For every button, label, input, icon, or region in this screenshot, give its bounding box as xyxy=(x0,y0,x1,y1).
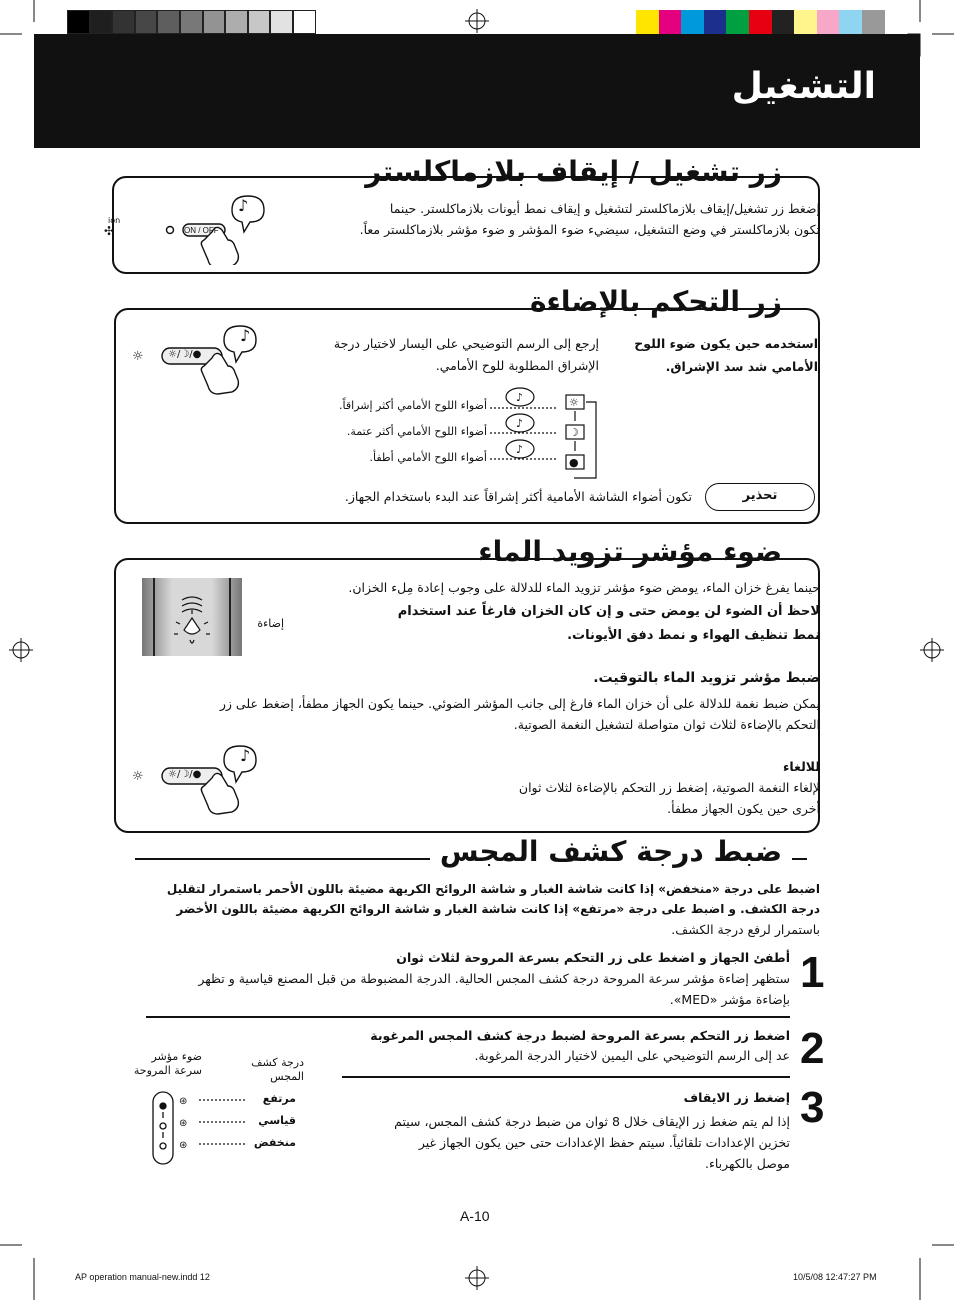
water-note-line2: نمط تنظيف الهواء و نمط دفق الأيونات. xyxy=(567,628,820,643)
beep-note-icon: ♪ xyxy=(238,196,249,215)
ion-label: ion xyxy=(108,216,121,225)
svg-text:♪: ♪ xyxy=(516,417,524,430)
warning-label: تحذير xyxy=(705,483,815,511)
warning-text: تكون أضواء الشاشة الأمامية أكثر إشراقاً عند البدء باستخدام الجهاز. xyxy=(344,489,692,504)
page-number: A-10 xyxy=(460,1208,490,1224)
light-lead-line2: الأمامي شد سد الإشراق. xyxy=(665,359,818,374)
section-title-water: ضوء مؤشر تزويد الماء xyxy=(468,535,792,568)
beep-note-icon: ♪ xyxy=(240,746,251,765)
power-text-line1: إضغط زر تشغيل/إيقاف بلازماكلستر لتشغيل و إيقاف نمط أيونات بلازماكلستر. حينما xyxy=(389,201,820,216)
brightness-cycle-diagram xyxy=(490,385,600,480)
water-sub-line2: التحكم بالإضاءة لثلاث ثوان متواصلة لتشغيل النغمة الصوتية. xyxy=(513,717,820,732)
step-1-body-line2: بإضاءة مؤشر «MED». xyxy=(669,992,790,1007)
power-button-label: ON / OFF xyxy=(184,226,219,235)
light-button-illustration xyxy=(130,742,280,822)
step-2-title: اضغط زر التحكم بسرعة المروحة لضبط درجة كشف المجس المرغوبة xyxy=(370,1028,790,1043)
sensor-intro-line3: باستمرار لرفع درجة الكشف. xyxy=(671,922,820,937)
light-indicator-icon: ☼ xyxy=(132,349,144,364)
light-desc-line1: إرجع إلى الرسم التوضيحي على اليسار لاختيار درجة xyxy=(333,336,599,351)
sensor-intro-line2: درجة الكشف. و اضبط على درجة «مرتفع» إذا كانت شاشة الغبار و شاشة الروائح الكريهة مضيئة باللون الأخضر xyxy=(176,902,820,916)
section-title-power: زر تشغيل / إيقاف بلازماكلستر xyxy=(355,155,792,188)
svg-text:☽: ☽ xyxy=(569,426,579,439)
beep-note-icon: ♪ xyxy=(240,326,251,345)
svg-text:♪: ♪ xyxy=(516,391,524,404)
water-indicator-illustration xyxy=(142,578,242,656)
svg-text:⊛: ⊛ xyxy=(179,1140,188,1151)
water-note-line1: لاحظ أن الضوء لن يومض حتى و إن كان الخزان فارغاً عند استخدام xyxy=(397,604,820,619)
step-3-body-line2: تخزين الإعدادات تلقائياً. سيتم حفظ الإعدادات حتى حين يكون الجهاز غير xyxy=(418,1135,790,1150)
light-desc-line2: الإشراق المطلوبة للوح الأمامي. xyxy=(435,358,599,373)
footer-filename: AP operation manual-new.indd 12 xyxy=(75,1272,210,1282)
svg-text:☼: ☼ xyxy=(569,396,579,409)
step-number-1: 1 xyxy=(800,948,825,997)
power-text-line2: تكون بلازماكلستر في وضع التشغيل، سيضيء ضوء المؤشر و ضوء مؤشر بلازماكلستر معاً. xyxy=(359,222,820,237)
step-1-title: أطفئ الجهاز و اضغط على زر التحكم بسرعة المروحة لثلاث ثوان xyxy=(396,950,790,965)
water-intro: حينما يفرغ خزان الماء، يومض ضوء مؤشر تزويد الماء للدلالة على وجوب إعادة مِلء الخزان. xyxy=(348,580,820,595)
step-divider xyxy=(146,1016,790,1018)
water-subtitle: ضبط مؤشر تزويد الماء بالتوقيت. xyxy=(593,670,820,686)
diagram-col-detection-level: درجة كشف المجس xyxy=(251,1056,304,1083)
step-1-body-line1: ستظهر إضاءة مؤشر سرعة المروحة درجة كشف المجس الحالية. الدرجة المضبوطة من قبل المصنع قياسية و تظهر xyxy=(198,971,790,986)
light-lead-line1: استخدمه حين يكون ضوء اللوح xyxy=(634,336,818,351)
step-3-title: إضغط زر الايقاف xyxy=(683,1090,790,1105)
light-button-illustration xyxy=(130,322,280,402)
step-number-3: 3 xyxy=(800,1083,825,1132)
sensor-intro-line1: اضبط على درجة «منخفض» إذا كانت شاشة الغبار و شاشة الروائح الكريهة مضيئة باللون الأحمر باستمرار لتقليل xyxy=(166,882,820,896)
water-cancel-line1: لإلغاء النغمة الصوتية، إضغط زر التحكم بالإضاءة لثلاث ثوان xyxy=(518,780,820,795)
brightness-level-1: أضواء اللوح الأمامي أكثر إشراقاً. xyxy=(339,399,487,412)
light-indicator-icon: ☼ xyxy=(132,769,144,784)
level-low: منخفض xyxy=(253,1136,296,1149)
diagram-col-fan-speed-indicator: ضوء مؤشر سرعة المروحة xyxy=(133,1050,202,1077)
light-button-label: ☼/☽/● xyxy=(168,349,202,360)
svg-text:⊛: ⊛ xyxy=(179,1096,188,1107)
sensor-level-diagram xyxy=(145,1090,255,1170)
step-number-2: 2 xyxy=(800,1024,825,1073)
step-3-body-line3: موصل بالكهرباء. xyxy=(704,1156,790,1171)
page-title: التشغيل xyxy=(731,66,876,107)
step-3-body-line1: إذا لم يتم ضغط زر الإيقاف خلال 8 ثوان من ضبط درجة كشف المجس، سيتم xyxy=(394,1114,790,1129)
svg-text:●: ● xyxy=(569,456,579,469)
svg-text:⊛: ⊛ xyxy=(179,1118,188,1129)
section-title-light: زر التحكم بالإضاءة xyxy=(520,285,792,318)
step-divider xyxy=(342,1076,790,1078)
svg-text:♪: ♪ xyxy=(516,443,524,456)
ion-icon: ✣ xyxy=(104,224,115,238)
section-title-sensor: ضبط درجة كشف المجس xyxy=(430,835,792,868)
water-cancel-title: للالغاء xyxy=(782,759,820,774)
light-indicator-label: إضاءة xyxy=(257,617,284,630)
level-standard: قياسي xyxy=(258,1114,296,1127)
step-2-body-line1: عد إلى الرسم التوضيحي على اليمين لاختيار الدرجة المرغوبة. xyxy=(474,1048,790,1063)
brightness-level-3: أضواء اللوح الأمامي أطفأ. xyxy=(369,451,487,464)
brightness-level-2: أضواء اللوح الأمامي أكثر عتمة. xyxy=(346,425,487,438)
water-sub-line1: يمكن ضبط نغمة للدلالة على أن خزان الماء فارغ إلى جانب المؤشر الضوئي. حينما يكون الجهاز مطفأ، إضغط على زر xyxy=(219,696,820,711)
water-cancel-line2: أخرى حين يكون الجهاز مطفأ. xyxy=(667,801,820,816)
light-button-label: ☼/☽/● xyxy=(168,769,202,780)
level-high: مرتفع xyxy=(262,1092,296,1105)
footer-timestamp: 10/5/08 12:47:27 PM xyxy=(793,1272,877,1282)
